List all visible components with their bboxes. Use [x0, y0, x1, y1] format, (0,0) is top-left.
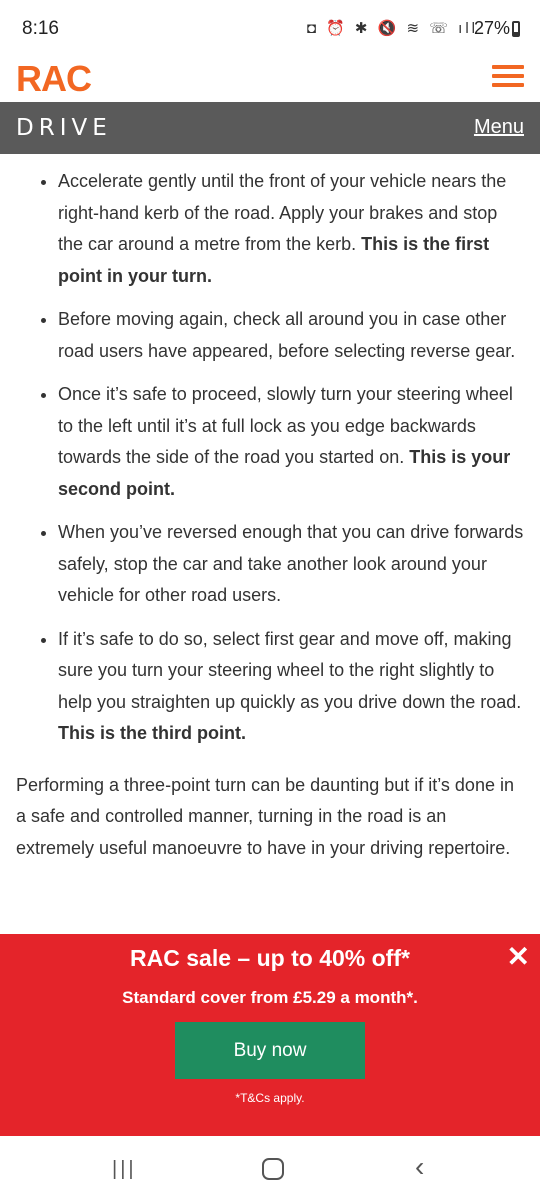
list-item: • Accelerate gently until the front of your vehicle nears the right-hand kerb of the road. Apply your brakes and stop the car around a metre from the kerb. This is the first point in your turn. — [58, 166, 524, 292]
hamburger-menu-icon[interactable] — [492, 65, 524, 87]
status-bar — [0, 0, 540, 56]
close-icon[interactable]: ✕ — [506, 941, 530, 972]
recents-icon[interactable]: ||| — [112, 1158, 137, 1180]
buy-now-button[interactable]: Buy now — [175, 1022, 365, 1079]
back-icon[interactable]: ‹ — [415, 1151, 425, 1182]
list-item: • If it’s safe to do so, select first gear and move off, making sure you turn your steering wheel to the right slightly to help you straighten up quickly as you drive down the road. This is the third point. — [58, 624, 524, 750]
menu-link[interactable]: Menu — [473, 116, 524, 138]
site-header — [0, 56, 540, 102]
steps-list — [16, 166, 524, 750]
promo-title: RAC sale – up to 40% off* — [130, 945, 410, 971]
list-item: • Once it’s safe to proceed, slowly turn your steering wheel to the left until it’s at full lock as you edge backwards towards the side of the road you started on. This is your second point. — [58, 379, 524, 505]
list-item: • Before moving again, check all around you in case other road users have appeared, before selecting reverse gear. — [58, 304, 524, 367]
section-bar — [0, 102, 540, 154]
system-nav-bar — [0, 1136, 540, 1200]
status-icons: ◘ ⏰ ✱ 🔇 ≋ ☏ ıll — [306, 20, 478, 37]
promo-banner — [0, 934, 540, 1136]
article-body — [16, 166, 524, 864]
article-paragraph: Performing a three-point turn can be daunting but if it’s done in a safe and controlled manner, turning in the road is an extremely useful manoeuvre to have in your driving repertoire. — [16, 774, 514, 858]
terms-link[interactable]: *T&Cs apply. — [235, 1091, 305, 1105]
promo-subtitle: Standard cover from £5.29 a month*. — [122, 988, 418, 1007]
clock: 8:16 — [22, 18, 59, 39]
battery-percent: 27% — [473, 18, 510, 38]
rac-logo[interactable]: RAC — [16, 58, 91, 99]
list-item: • When you’ve reversed enough that you can drive forwards safely, stop the car and take another look around your vehicle for other road users. — [58, 517, 524, 612]
section-title: DRIVE — [16, 115, 112, 141]
home-icon[interactable] — [262, 1158, 284, 1180]
battery-icon — [512, 21, 520, 37]
